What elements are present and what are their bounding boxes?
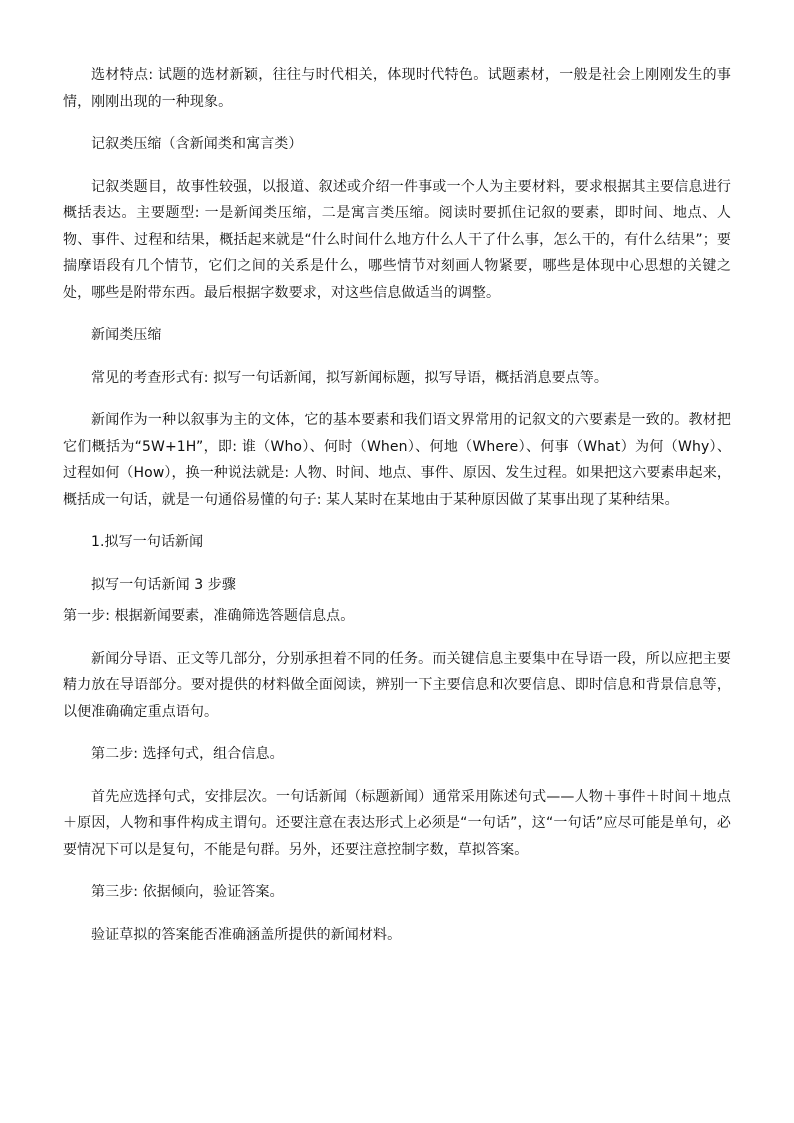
heading-news-compression: 新闻类压缩: [91, 327, 162, 343]
paragraph-narrative-questions: 记叙类题目，故事性较强，以报道、叙述或介绍一件事或一个人为主要材料，要求根据其主要信息进行概括表达。主要题型: 一是新闻类压缩，二是寓言类压缩。阅读时要抓住记叙的要素，即时间、地点、人物、事件、过程和结果，概括起来就是“什么时间什么地方什么人干了什么事，怎么干的，有什么结果”；要揣摩语段有几个情节，它们之间的关系是什么，哪些情节对刻画人物紧要，哪些是体现中心思想的关键之处，哪些是附带东西。最后根据字数要求，对这些信息做适当的调整。: [63, 178, 731, 301]
heading-three-steps: 拟写一句话新闻 3 步骤: [91, 576, 237, 593]
step-one: 第一步: 根据新闻要素，准确筛选答题信息点。: [63, 608, 355, 624]
paragraph-common-forms: 常见的考查形式有: 拟写一句话新闻，拟写新闻标题，拟写导语，概括消息要点等。: [91, 369, 608, 386]
paragraph-step-one-detail: 新闻分导语、正文等几部分，分别承担着不同的任务。而关键信息主要集中在导语一段，所以应把主要精力放在导语部分。要对提供的材料做全面阅读，辨别一下主要信息和次要信息、即时信息和背景信息等，以便准确确定重点语句。: [63, 650, 731, 720]
step-two: 第二步: 选择句式，组合信息。: [91, 746, 284, 762]
paragraph-step-two-detail: 首先应选择句式，安排层次。一句话新闻（标题新闻）通常采用陈述句式——人物＋事件＋时间＋地点＋原因，人物和事件构成主谓句。还要注意在表达形式上必须是“一句话”，这“一句话”应尽可能是单句，必要情况下可以是复句，不能是句群。另外，还要注意控制字数，草拟答案。: [63, 788, 731, 858]
heading-narrative-compression: 记叙类压缩（含新闻类和寓言类）: [91, 136, 303, 152]
paragraph-news-elements: 新闻作为一种以叙事为主的文体，它的基本要素和我们语文界常用的记叙文的六要素是一致的。教材把它们概括为“5W+1H”，即: 谁（Who）、何时（When）、何地（Where）、何事（What）为何（Why）、过程如何（How），换一种说法就是: 人物、时间、地点、事件、原因、发生过程。如果把这六要素串起来，概括成一句话，就是一句通俗易懂的句子: 某人某时在某地由于某种原因做了某事出现了某种结果。: [63, 412, 731, 508]
step-three: 第三步: 依据倾向，验证答案。: [91, 884, 284, 900]
paragraph-step-three-detail: 验证草拟的答案能否准确涵盖所提供的新闻材料。: [91, 926, 402, 943]
document-page: [63, 62, 731, 948]
paragraph-material-features: 选材特点: 试题的选材新颖，往往与时代相关，体现时代特色。试题素材，一般是社会上刚刚发生的事情，刚刚出现的一种现象。: [63, 67, 731, 110]
heading-one-sentence-news: 1.拟写一句话新闻: [91, 534, 204, 550]
